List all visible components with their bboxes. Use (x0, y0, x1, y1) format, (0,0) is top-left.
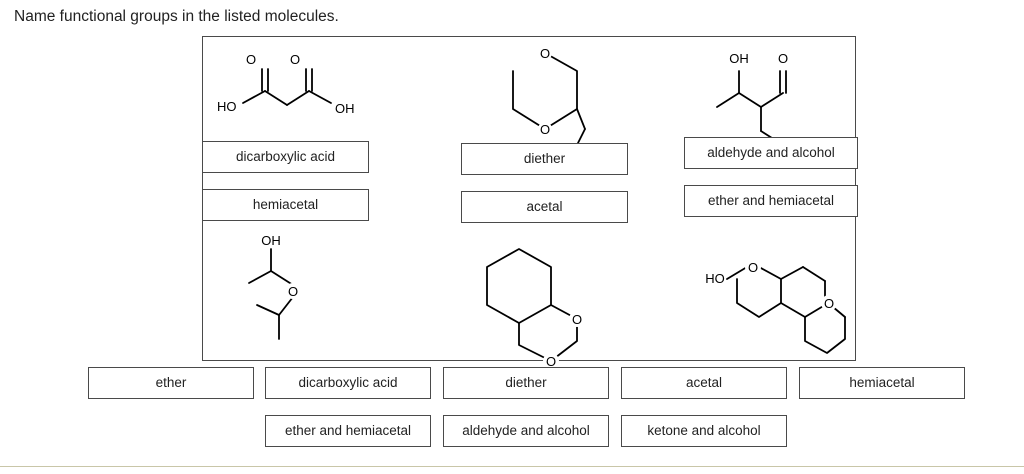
slot-top-right-1[interactable]: aldehyde and alcohol (684, 137, 858, 169)
choice-dicarboxylic-acid[interactable]: dicarboxylic acid (265, 367, 431, 399)
question-panel (202, 36, 856, 367)
atom-label-o: O (777, 51, 789, 66)
page-title: Name functional groups in the listed molecules. (14, 8, 339, 25)
molecule-hemiacetal-ether-chain (223, 235, 383, 355)
choice-aldehyde-and-alcohol[interactable]: aldehyde and alcohol (443, 415, 609, 447)
atom-label-ho: HO (705, 271, 725, 286)
atom-label-o: O (245, 52, 257, 67)
atom-label-o: O (539, 46, 551, 61)
molecule-fused-bicyclic-acetal (453, 227, 643, 367)
slot-top-left-2[interactable]: hemiacetal (202, 189, 369, 221)
atom-label-oh: OH (729, 51, 749, 66)
choice-ether[interactable]: ether (88, 367, 254, 399)
atom-label-ho: HO (217, 99, 237, 114)
choice-diether[interactable]: diether (443, 367, 609, 399)
molecule-aldehyde-alcohol (683, 41, 848, 151)
slot-top-left-1[interactable]: dicarboxylic acid (202, 141, 369, 173)
choice-acetal[interactable]: acetal (621, 367, 787, 399)
atom-label-o: O (539, 122, 551, 137)
molecule-bicyclic-hemiacetal (693, 233, 868, 363)
molecule-dicarboxylic-acid-like (207, 41, 367, 141)
atom-label-o: O (289, 52, 301, 67)
atom-label-oh: OH (261, 235, 281, 248)
slot-top-right-2[interactable]: ether and hemiacetal (684, 185, 858, 217)
atom-label-o: O (747, 260, 759, 275)
atom-label-o: O (823, 296, 835, 311)
molecule-cyclic-acetal (493, 41, 643, 151)
atom-label-oh: OH (335, 101, 355, 116)
choice-ether-and-hemiacetal[interactable]: ether and hemiacetal (265, 415, 431, 447)
atom-label-o: O (287, 284, 299, 299)
slot-top-center-2[interactable]: acetal (461, 191, 628, 223)
atom-label-o: O (545, 354, 557, 367)
choice-hemiacetal[interactable]: hemiacetal (799, 367, 965, 399)
slot-top-center-1[interactable]: diether (461, 143, 628, 175)
choice-ketone-and-alcohol[interactable]: ketone and alcohol (621, 415, 787, 447)
footer-divider (0, 466, 1024, 467)
atom-label-o: O (571, 312, 583, 327)
